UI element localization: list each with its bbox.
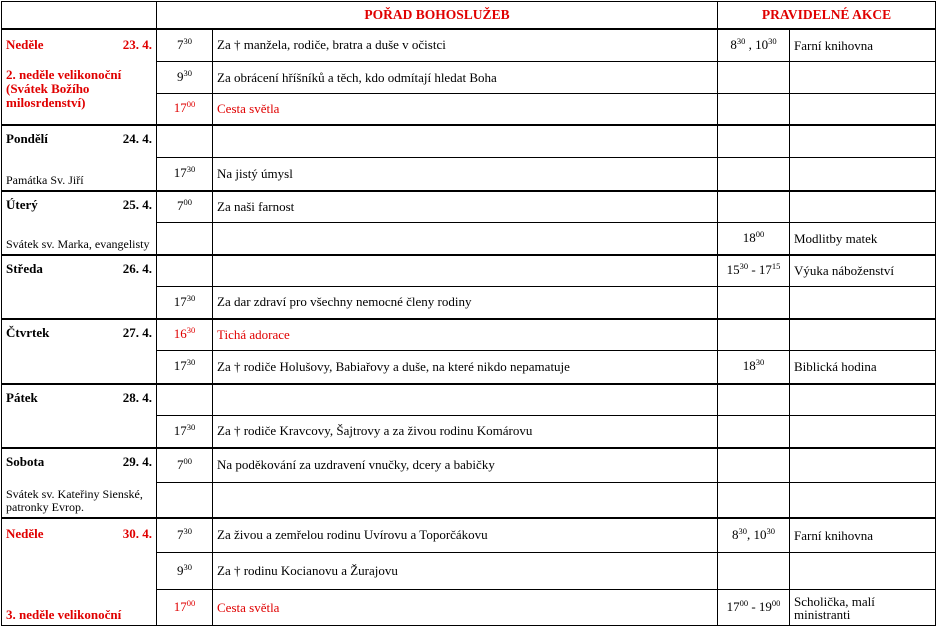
event-time-hour: 17 [726,599,740,614]
mass-intention: Tichá adorace [213,319,718,351]
event-name [790,384,936,416]
day-cell [2,255,157,319]
header-row [2,2,936,29]
event-time-hour: 8 [730,36,737,52]
event-time-minute: 00 [739,598,749,608]
event-name: Farní knihovna [790,29,936,62]
schedule-row [2,125,936,158]
mass-intention: Za obrácení hříšníků a těch, kdo odmítají hledat Boha [213,62,718,94]
event-name [790,125,936,158]
event-time-end-minute: 30 [768,35,777,46]
event-time-hour: 18 [742,358,756,374]
mass-time-hour: 9 [177,69,184,84]
day-date: 24. 4. [122,130,152,146]
mass-intention [213,125,718,158]
mass-intention: Cesta světla [213,94,718,125]
day-name: Úterý [6,196,38,212]
event-time-end-minute: 30 [766,525,775,536]
event-time [718,351,790,384]
mass-intention: Na jistý úmysl [213,158,718,191]
mass-time [157,351,213,384]
day-date: 30. 4. [122,525,152,541]
mass-intention: Cesta světla [213,590,718,626]
mass-intention [213,223,718,255]
mass-time-minute: 30 [186,292,196,303]
event-time [718,191,790,223]
mass-time-hour: 7 [177,526,184,542]
day-date: 28. 4. [122,389,152,405]
event-time-hour: 15 [726,262,740,278]
event-name [790,553,936,590]
mass-time-hour: 17 [173,100,187,116]
event-time [718,319,790,351]
mass-time [157,553,213,590]
event-name: Modlitby matek [790,223,936,255]
event-time [718,518,790,553]
day-heading [2,455,156,469]
event-time [718,125,790,158]
schedule-row [2,255,936,287]
day-date: 23. 4. [122,36,152,52]
day-date: 26. 4. [122,260,152,276]
mass-time [157,223,213,255]
event-name [790,416,936,448]
mass-time-hour: 7 [177,456,184,472]
event-name [790,448,936,483]
day-name: Neděle [6,525,44,541]
mass-time-hour: 17 [173,599,187,614]
day-heading [2,326,156,340]
event-time-minute: 30 [739,261,749,272]
event-name [790,287,936,319]
mass-time-hour: 17 [173,358,187,374]
day-name: Pondělí [6,130,48,146]
event-time [718,255,790,287]
event-time-separator: , [745,36,756,52]
event-time [718,62,790,94]
schedule-row [2,191,936,223]
event-time-end-hour: 10 [753,526,767,542]
event-name [790,94,936,125]
day-cell [2,448,157,518]
mass-time [157,416,213,448]
mass-time [157,319,213,351]
event-time-end-minute: 00 [771,598,781,608]
event-time [718,287,790,319]
day-heading [2,527,156,541]
event-time-separator: , [747,526,754,542]
mass-intention: Za † rodinu Kocianovu a Žurajovu [213,553,718,590]
day-note: Svátek sv. Marka, evangelisty [6,236,150,251]
day-cell [2,29,157,125]
mass-time-hour: 17 [173,422,187,438]
mass-time-minute: 30 [186,421,196,432]
schedule-table [1,1,936,626]
day-heading [2,262,156,276]
event-name [790,483,936,518]
mass-time [157,255,213,287]
mass-time-minute: 30 [183,525,192,536]
mass-intention [213,255,718,287]
event-time [718,590,790,626]
mass-time [157,518,213,553]
mass-time [157,191,213,223]
event-time-minute: 30 [738,525,747,536]
mass-time-hour: 16 [173,326,187,342]
event-time-separator: - [748,599,759,614]
mass-intention: Za živou a zemřelou rodinu Uvírovu a Toporčákovu [213,518,718,553]
mass-intention: Za † rodiče Holušovy, Babiařovy a duše, na které nikdo nepamatuje [213,351,718,384]
schedule-row [2,448,936,483]
event-time-hour: 18 [742,229,756,245]
mass-time [157,94,213,125]
event-name: Biblická hodina [790,351,936,384]
mass-time [157,158,213,191]
day-note: Svátek sv. Kateřiny Sienské, patronky Evrop. [6,486,143,514]
events-header: PRAVIDELNÉ AKCE [718,2,936,29]
event-time-end-hour: 17 [758,262,772,278]
mass-time-minute: 00 [183,455,192,466]
mass-time-hour: 17 [173,165,187,181]
services-header: POŘAD BOHOSLUŽEB [157,2,718,29]
mass-intention: Za naši farnost [213,191,718,223]
mass-intention: Za dar zdraví pro všechny nemocné členy rodiny [213,287,718,319]
mass-time-hour: 7 [177,198,184,214]
event-time-end-hour: 10 [755,36,769,52]
day-name: Neděle [6,36,44,52]
day-heading [2,132,156,146]
schedule-row [2,384,936,416]
event-time [718,94,790,125]
event-time-separator: - [748,262,759,278]
event-time [718,223,790,255]
event-time-minute: 30 [755,357,765,368]
mass-intention [213,384,718,416]
event-time [718,448,790,483]
day-date: 27. 4. [122,324,152,340]
event-time-end-hour: 19 [758,599,772,614]
event-time-minute: 00 [755,228,765,239]
day-cell [2,191,157,255]
event-time-end-minute: 15 [771,261,781,272]
mass-time [157,29,213,62]
day-cell [2,384,157,448]
day-date: 25. 4. [122,196,152,212]
schedule-row [2,518,936,553]
event-time-minute: 30 [736,35,746,46]
day-note: 2. neděle velikonoční (Svátek Božího milosrdenství) [6,66,122,110]
day-name: Čtvrtek [6,324,50,340]
mass-time [157,448,213,483]
mass-time-minute: 30 [183,68,192,78]
day-name: Pátek [6,389,38,405]
mass-time-minute: 30 [186,357,196,368]
mass-time-minute: 30 [183,561,192,572]
event-time-hour: 8 [732,526,739,542]
day-cell [2,319,157,384]
day-note: 3. neděle velikonoční [6,607,122,622]
event-name: Scholička, malí ministranti [790,590,936,626]
event-time [718,158,790,191]
event-time [718,29,790,62]
mass-intention [213,483,718,518]
mass-time [157,287,213,319]
event-name [790,191,936,223]
day-heading [2,38,156,52]
event-time [718,553,790,590]
header-blank [2,2,157,29]
mass-time-hour: 17 [173,293,187,309]
event-time [718,416,790,448]
day-cell [2,125,157,191]
day-name: Středa [6,260,43,276]
mass-intention: Za † rodiče Kravcovy, Šajtrovy a za živou rodinu Komárovu [213,416,718,448]
mass-time-minute: 00 [186,598,196,608]
event-time [718,384,790,416]
event-name [790,319,936,351]
mass-intention: Za † manžela, rodiče, bratra a duše v očistci [213,29,718,62]
day-cell [2,518,157,626]
mass-time-minute: 30 [186,164,196,175]
schedule-row [2,319,936,351]
mass-time-minute: 30 [186,325,196,336]
event-time [718,483,790,518]
event-name: Výuka náboženství [790,255,936,287]
day-name: Sobota [6,453,45,469]
day-note: Památka Sv. Jiří [6,172,84,187]
day-date: 29. 4. [122,453,152,469]
mass-time [157,125,213,158]
mass-time [157,590,213,626]
day-heading [2,198,156,212]
mass-time [157,483,213,518]
event-name [790,158,936,191]
mass-time [157,62,213,94]
schedule-row [2,29,936,62]
mass-intention: Na poděkování za uzdravení vnučky, dcery a babičky [213,448,718,483]
mass-time-minute: 00 [186,99,196,110]
mass-time-minute: 00 [183,197,192,208]
mass-time-hour: 7 [177,36,184,52]
day-heading [2,391,156,405]
mass-time-minute: 30 [183,35,192,46]
event-name [790,62,936,94]
mass-time [157,384,213,416]
mass-time-hour: 9 [177,562,184,578]
event-name: Farní knihovna [790,518,936,553]
